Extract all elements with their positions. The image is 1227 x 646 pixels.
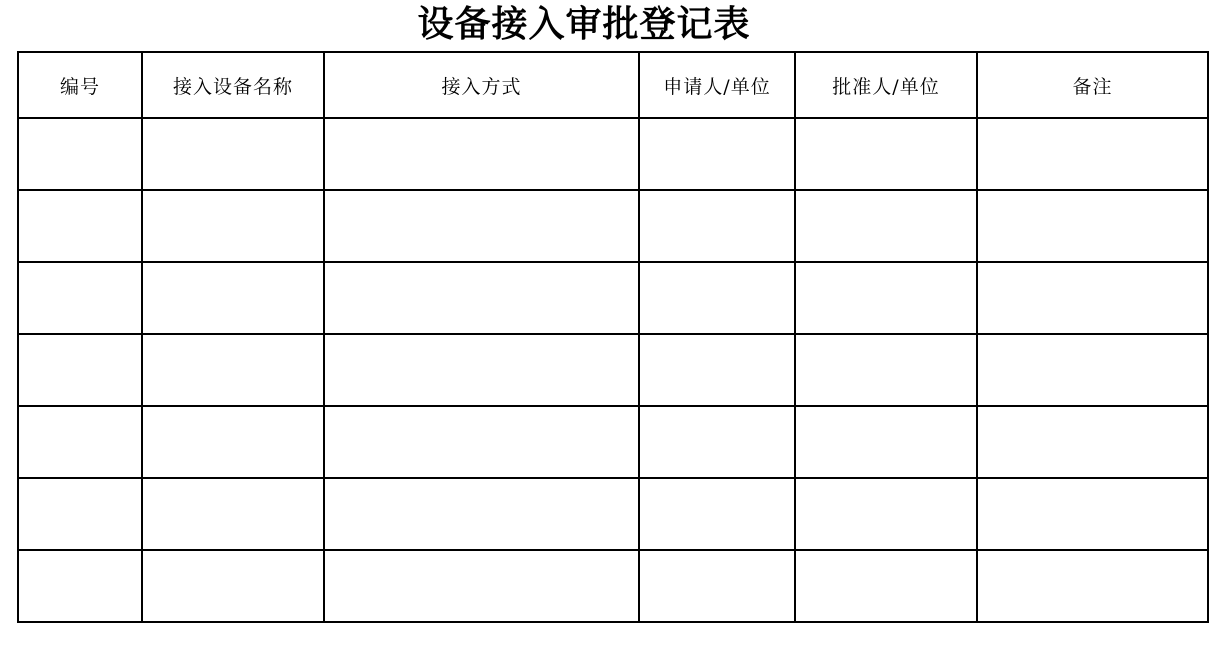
table-cell[interactable] <box>977 478 1208 550</box>
table-cell[interactable] <box>977 334 1208 406</box>
table-row <box>18 118 1208 190</box>
table-cell[interactable] <box>977 262 1208 334</box>
table-cell[interactable] <box>18 406 142 478</box>
table-cell[interactable] <box>639 262 795 334</box>
col-header-number: 编号 <box>18 52 142 118</box>
header-row <box>18 52 1208 118</box>
table-cell[interactable] <box>977 190 1208 262</box>
table-cell[interactable] <box>324 334 639 406</box>
table-row <box>18 334 1208 406</box>
col-header-remarks: 备注 <box>977 52 1208 118</box>
table-row <box>18 406 1208 478</box>
table-cell[interactable] <box>795 550 977 622</box>
col-header-access-method: 接入方式 <box>324 52 639 118</box>
table-body <box>18 118 1208 622</box>
table-cell[interactable] <box>142 118 324 190</box>
table-cell[interactable] <box>324 190 639 262</box>
table-cell[interactable] <box>639 190 795 262</box>
table-cell[interactable] <box>324 550 639 622</box>
table-cell[interactable] <box>18 190 142 262</box>
table-cell[interactable] <box>795 118 977 190</box>
table-cell[interactable] <box>18 334 142 406</box>
table-cell[interactable] <box>142 334 324 406</box>
table-row <box>18 262 1208 334</box>
table-cell[interactable] <box>795 406 977 478</box>
table-cell[interactable] <box>639 550 795 622</box>
table-cell[interactable] <box>639 406 795 478</box>
registration-table <box>17 51 1209 623</box>
table-cell[interactable] <box>324 118 639 190</box>
table-cell[interactable] <box>324 478 639 550</box>
table-cell[interactable] <box>795 334 977 406</box>
table-cell[interactable] <box>977 118 1208 190</box>
table-cell[interactable] <box>142 190 324 262</box>
col-header-approver-unit: 批准人/单位 <box>795 52 977 118</box>
table-cell[interactable] <box>142 262 324 334</box>
table-cell[interactable] <box>795 478 977 550</box>
table-cell[interactable] <box>639 118 795 190</box>
table-cell[interactable] <box>18 118 142 190</box>
table-row <box>18 190 1208 262</box>
table-cell[interactable] <box>324 406 639 478</box>
table-cell[interactable] <box>977 550 1208 622</box>
table-cell[interactable] <box>639 478 795 550</box>
table-row <box>18 478 1208 550</box>
table-cell[interactable] <box>142 478 324 550</box>
page-title: 设备接入审批登记表 <box>417 3 751 45</box>
table-cell[interactable] <box>142 550 324 622</box>
table-cell[interactable] <box>18 262 142 334</box>
table-cell[interactable] <box>142 406 324 478</box>
table-cell[interactable] <box>324 262 639 334</box>
table-cell[interactable] <box>639 334 795 406</box>
table-cell[interactable] <box>18 478 142 550</box>
table-cell[interactable] <box>977 406 1208 478</box>
table-cell[interactable] <box>795 262 977 334</box>
col-header-applicant-unit: 申请人/单位 <box>639 52 795 118</box>
table-row <box>18 550 1208 622</box>
table-cell[interactable] <box>18 550 142 622</box>
col-header-device-name: 接入设备名称 <box>142 52 324 118</box>
table-cell[interactable] <box>795 190 977 262</box>
